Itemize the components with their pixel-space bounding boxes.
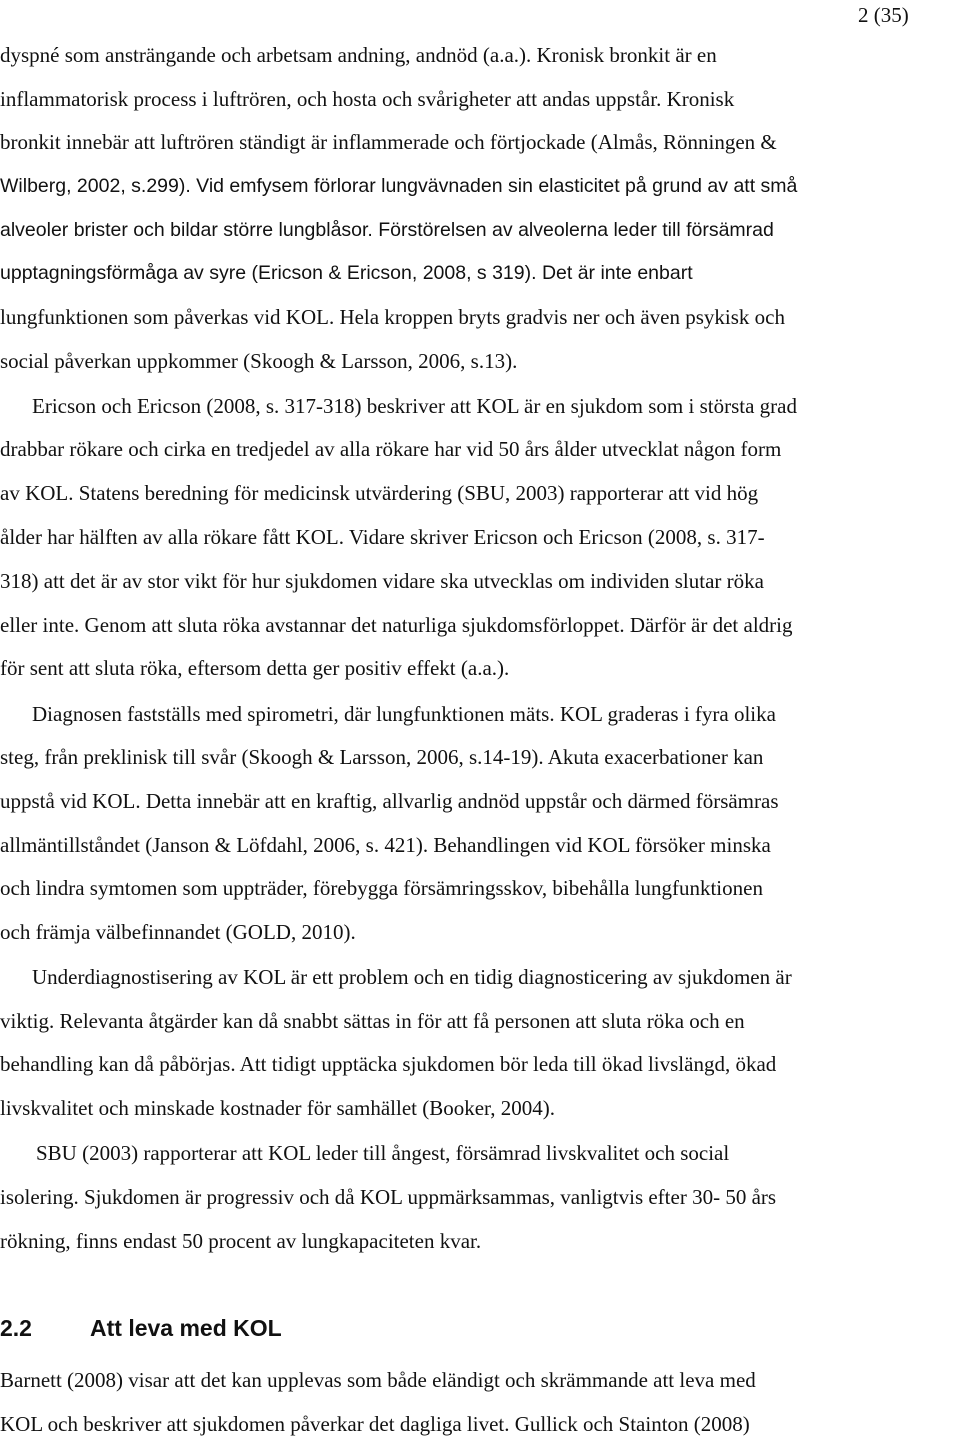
text-line: KOL och beskriver att sjukdomen påverkar det dagliga livet. Gullick och Stainton (2008) — [0, 1412, 750, 1436]
text-line: ålder har hälften av alla rökare fått KOL. Vidare skriver Ericson och Ericson (2008, s. 317- — [0, 525, 765, 549]
page-number: 2 (35) — [858, 3, 909, 27]
text-line: social påverkan uppkommer (Skoogh & Larsson, 2006, s.13). — [0, 349, 518, 373]
section-number: 2.2 — [0, 1315, 32, 1341]
text-line: SBU (2003) rapporterar att KOL leder till ångest, försämrad livskvalitet och social — [36, 1141, 730, 1165]
text-line: behandling kan då påbörjas. Att tidigt upptäcka sjukdomen bör leda till ökad livslängd, ökad — [0, 1052, 777, 1076]
text-line: lungfunktionen som påverkas vid KOL. Hela kroppen bryts gradvis ner och även psykisk och — [0, 305, 785, 329]
text-line: av KOL. Statens beredning för medicinsk utvärdering (SBU, 2003) rapporterar att vid hög — [0, 481, 759, 505]
text-line: viktig. Relevanta åtgärder kan då snabbt sättas in för att få personen att sluta röka och en — [0, 1009, 745, 1033]
text-line: 318) att det är av stor vikt för hur sjukdomen vidare ska utvecklas om individen slutar röka — [0, 569, 764, 593]
text-line: rökning, finns endast 50 procent av lungkapaciteten kvar. — [0, 1229, 482, 1253]
text-line: drabbar rökare och cirka en tredjedel av alla rökare har vid 50 års ålder utvecklat någon form — [0, 437, 782, 461]
text-line: Ericson och Ericson (2008, s. 317-318) beskriver att KOL är en sjukdom som i största grad — [32, 394, 797, 418]
text-line: Wilberg, 2002, s.299). Vid emfysem förlorar lungvävnaden sin elasticitet på grund av att små — [0, 175, 798, 197]
text-line: Underdiagnostisering av KOL är ett problem och en tidig diagnosticering av sjukdomen är — [32, 965, 792, 989]
text-line: Barnett (2008) visar att det kan upplevas som både eländigt och skrämmande att leva med — [0, 1368, 756, 1392]
text-line: alveoler brister och bildar större lungblåsor. Förstörelsen av alveolerna leder till försämrad — [0, 219, 774, 241]
text-line: och främja välbefinnandet (GOLD, 2010). — [0, 920, 356, 944]
text-line: uppstå vid KOL. Detta innebär att en kraftig, allvarlig andnöd uppstår och därmed försämras — [0, 789, 779, 813]
text-line: isolering. Sjukdomen är progressiv och då KOL uppmärksammas, vanligtvis efter 30- 50 års — [0, 1185, 777, 1209]
text-line: steg, från preklinisk till svår (Skoogh & Larsson, 2006, s.14-19). Akuta exacerbationer kan — [0, 745, 764, 769]
text-line: inflammatorisk process i luftrören, och hosta och svårigheter att andas uppstår. Kronisk — [0, 87, 735, 111]
section-heading — [0, 1313, 282, 1343]
text-line: livskvalitet och minskade kostnader för samhället (Booker, 2004). — [0, 1096, 555, 1120]
text-line: eller inte. Genom att sluta röka avstannar det naturliga sjukdomsförloppet. Därför är det aldrig — [0, 613, 793, 637]
text-line: dyspné som ansträngande och arbetsam andning, andnöd (a.a.). Kronisk bronkit är en — [0, 43, 717, 67]
text-line: upptagningsförmåga av syre (Ericson & Ericson, 2008, s 319). Det är inte enbart — [0, 262, 693, 284]
text-line: allmäntillståndet (Janson & Löfdahl, 2006, s. 421). Behandlingen vid KOL försöker minska — [0, 833, 771, 857]
section-title: Att leva med KOL — [90, 1315, 282, 1341]
text-line: för sent att sluta röka, eftersom detta ger positiv effekt (a.a.). — [0, 656, 510, 680]
text-line: och lindra symtomen som uppträder, förebygga försämringsskov, bibehålla lungfunktionen — [0, 876, 763, 900]
text-line: bronkit innebär att luftrören ständigt är inflammerade och förtjockade (Almås, Rönningen & — [0, 130, 777, 154]
text-line: Diagnosen fastställs med spirometri, där lungfunktionen mäts. KOL graderas i fyra olika — [32, 702, 776, 726]
